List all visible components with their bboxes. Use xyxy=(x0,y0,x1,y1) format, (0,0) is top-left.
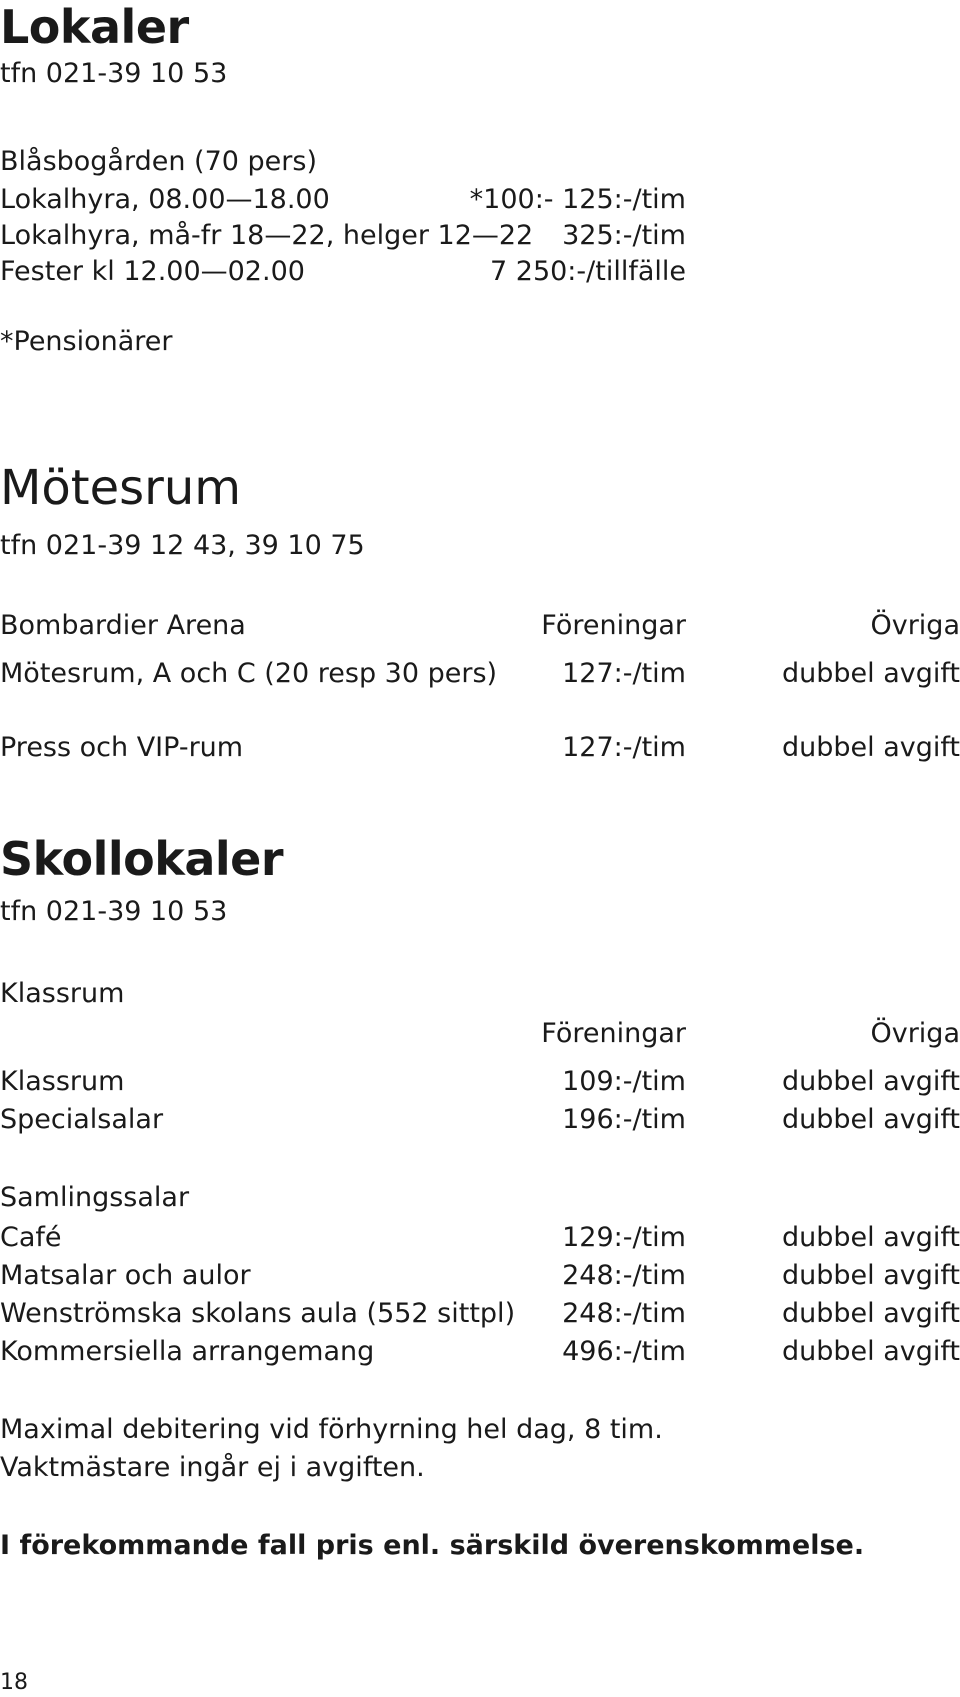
motesrum-venue: Bombardier Arena xyxy=(0,610,246,641)
motesrum-row-other: dubbel avgift xyxy=(781,658,960,689)
klassrum-row-label: Klassrum xyxy=(0,1066,125,1097)
samlingssalar-row-other: dubbel avgift xyxy=(781,1222,960,1253)
lokaler-title: Lokaler xyxy=(0,0,189,54)
samlingssalar-row-other: dubbel avgift xyxy=(781,1260,960,1291)
page-number: 18 xyxy=(0,1670,28,1695)
klassrum-col-foreningar: Föreningar xyxy=(541,1018,686,1049)
motesrum-row-label: Press och VIP-rum xyxy=(0,732,244,763)
klassrum-col-ovriga: Övriga xyxy=(870,1018,960,1049)
lokaler-row-label: Lokalhyra, 08.00—18.00 xyxy=(0,184,330,215)
klassrum-row-label: Specialsalar xyxy=(0,1104,164,1135)
motesrum-phone: tfn 021-39 12 43, 39 10 75 xyxy=(0,530,365,561)
skollokaler-phone: tfn 021-39 10 53 xyxy=(0,896,228,927)
lokaler-row-label: Lokalhyra, må-fr 18—22, helger 12—22 xyxy=(0,220,534,251)
lokaler-row-label: Fester kl 12.00—02.00 xyxy=(0,256,305,287)
samlingssalar-heading: Samlingssalar xyxy=(0,1182,190,1213)
klassrum-row-other: dubbel avgift xyxy=(781,1066,960,1097)
note-max-debitering: Maximal debitering vid förhyrning hel dag, 8 tim. xyxy=(0,1414,663,1445)
motesrum-title: Mötesrum xyxy=(0,460,242,516)
samlingssalar-row-other: dubbel avgift xyxy=(781,1336,960,1367)
skollokaler-title: Skollokaler xyxy=(0,832,284,886)
samlingssalar-row-price: 129:-/tim xyxy=(562,1222,686,1253)
samlingssalar-row-price: 496:-/tim xyxy=(562,1336,686,1367)
klassrum-heading: Klassrum xyxy=(0,978,125,1009)
final-note: I förekommande fall pris enl. särskild överenskommelse. xyxy=(0,1530,865,1561)
lokaler-venue: Blåsbogården (70 pers) xyxy=(0,146,317,177)
samlingssalar-row-label: Matsalar och aulor xyxy=(0,1260,251,1291)
samlingssalar-row-price: 248:-/tim xyxy=(562,1298,686,1329)
samlingssalar-row-label: Café xyxy=(0,1222,62,1253)
lokaler-footnote: *Pensionärer xyxy=(0,326,173,357)
note-vaktmastare: Vaktmästare ingår ej i avgiften. xyxy=(0,1452,425,1483)
samlingssalar-row-price: 248:-/tim xyxy=(562,1260,686,1291)
motesrum-row-label: Mötesrum, A och C (20 resp 30 pers) xyxy=(0,658,498,689)
klassrum-row-price: 196:-/tim xyxy=(562,1104,686,1135)
samlingssalar-row-label: Kommersiella arrangemang xyxy=(0,1336,375,1367)
samlingssalar-row-other: dubbel avgift xyxy=(781,1298,960,1329)
klassrum-row-price: 109:-/tim xyxy=(562,1066,686,1097)
motesrum-col-ovriga: Övriga xyxy=(870,610,960,641)
lokaler-row-price: 7 250:-/tillfälle xyxy=(490,256,686,287)
samlingssalar-row-label: Wenströmska skolans aula (552 sittpl) xyxy=(0,1298,516,1329)
lokaler-row-price: *100:- 125:-/tim xyxy=(469,184,686,215)
klassrum-row-other: dubbel avgift xyxy=(781,1104,960,1135)
motesrum-row-price: 127:-/tim xyxy=(562,732,686,763)
motesrum-row-other: dubbel avgift xyxy=(781,732,960,763)
motesrum-row-price: 127:-/tim xyxy=(562,658,686,689)
motesrum-col-foreningar: Föreningar xyxy=(541,610,686,641)
lokaler-phone: tfn 021-39 10 53 xyxy=(0,58,228,89)
lokaler-row-price: 325:-/tim xyxy=(562,220,686,251)
